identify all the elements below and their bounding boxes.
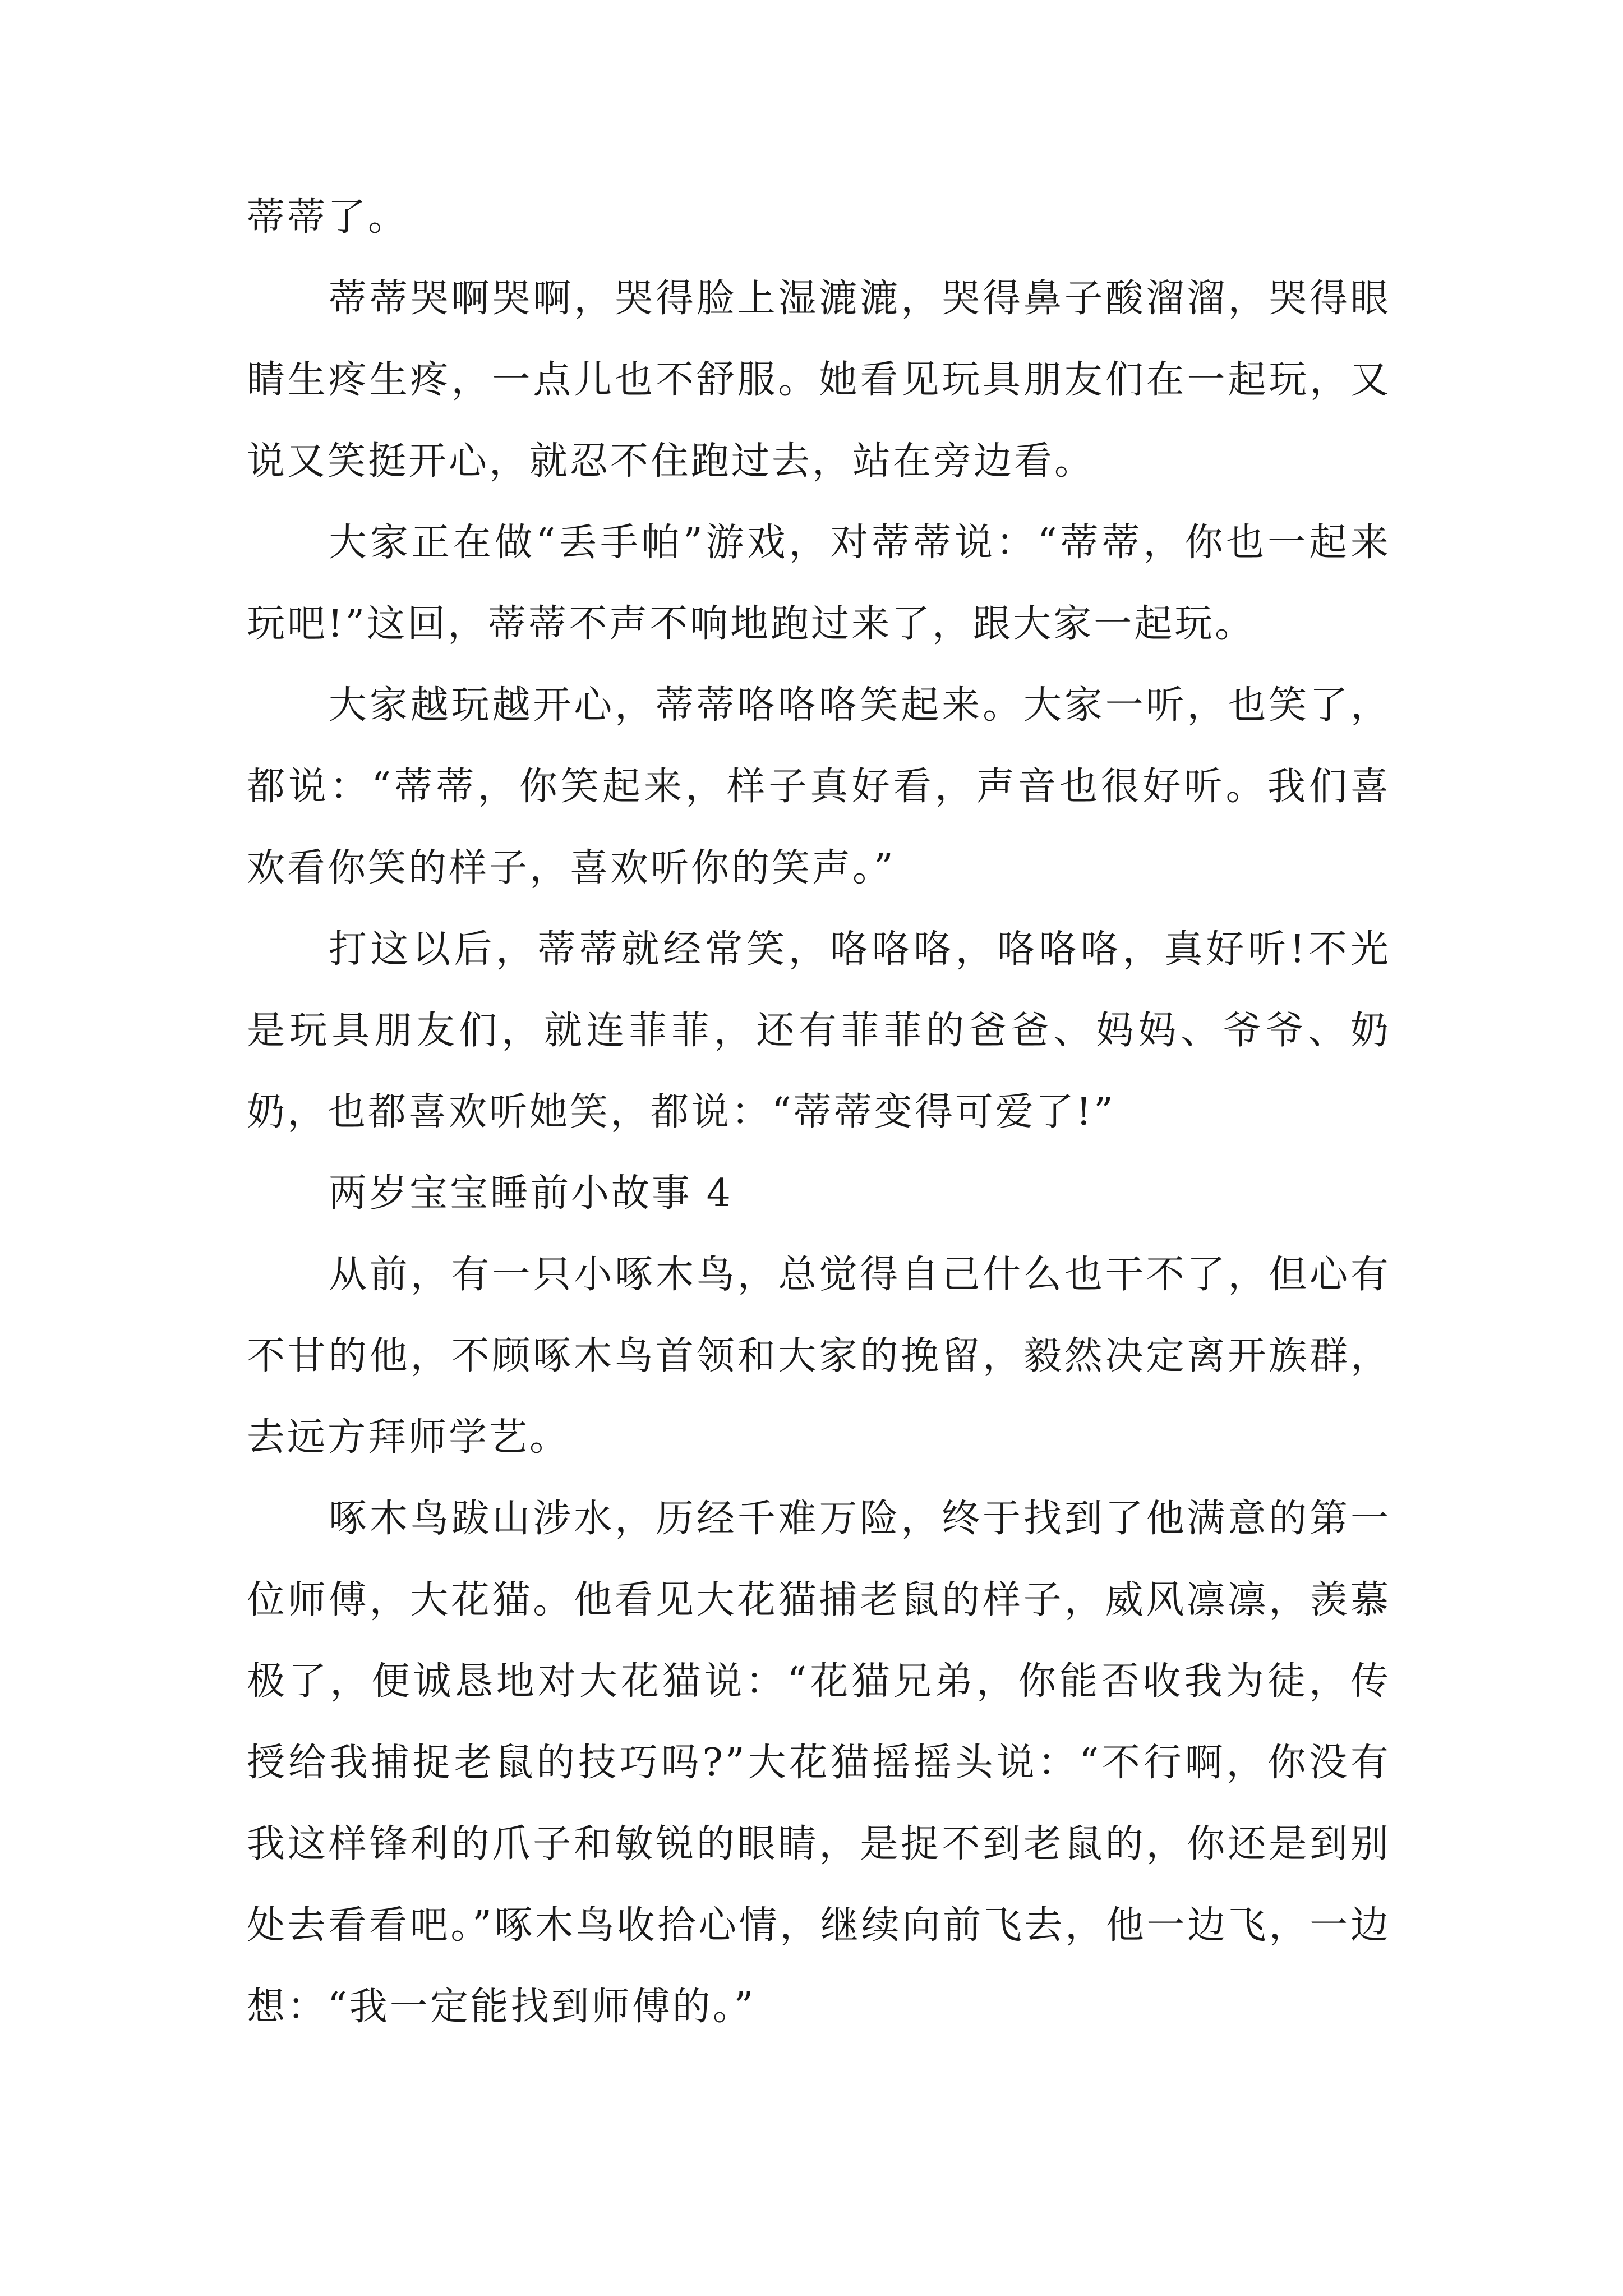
section-heading: 两岁宝宝睡前小故事 4 xyxy=(329,1171,733,1216)
paragraph-4: 大家越玩越开心，蒂蒂咯咯咯笑起来。大家一听，也笑了，都说：“蒂蒂，你笑起来，样子真好看，声音也很好听。我们喜欢看你笑的样子，喜欢听你的笑声。” xyxy=(247,683,1391,890)
paragraph-6: 从前，有一只小啄木鸟，总觉得自己什么也干不了，但心有不甘的他，不顾啄木鸟首领和大家的挽留，毅然决定离开族群，去远方拜师学艺。 xyxy=(247,1253,1391,1460)
paragraph-3: 大家正在做“丢手帕”游戏，对蒂蒂说：“蒂蒂，你也一起来玩吧!”这回，蒂蒂不声不响地跑过来了，跟大家一起玩。 xyxy=(247,521,1391,646)
paragraph-5: 打这以后，蒂蒂就经常笑，咯咯咯，咯咯咯，真好听!不光是玩具朋友们，就连菲菲，还有菲菲的爸爸、妈妈、爷爷、奶奶，也都喜欢听她笑，都说：“蒂蒂变得可爱了!” xyxy=(247,927,1391,1134)
paragraph-2: 蒂蒂哭啊哭啊，哭得脸上湿漉漉，哭得鼻子酸溜溜，哭得眼睛生疼生疼，一点儿也不舒服。她看见玩具朋友们在一起玩，又说又笑挺开心，就忍不住跑过去，站在旁边看。 xyxy=(247,277,1391,484)
document-body xyxy=(247,177,1391,2047)
paragraph-7: 啄木鸟跋山涉水，历经千难万险，终于找到了他满意的第一位师傅，大花猫。他看见大花猫捕老鼠的样子，威风凛凛，羡慕极了，便诚恳地对大花猫说：“花猫兄弟，你能否收我为徒，传授给我捕捉老鼠的技巧吗?”大花猫摇摇头说：“不行啊，你没有我这样锋利的爪子和敏锐的眼睛，是捉不到老鼠的，你还是到别处去看看吧。”啄木鸟收拾心情，继续向前飞去，他一边飞，一边想：“我一定能找到师傅的。” xyxy=(247,1497,1391,2029)
paragraph-1: 蒂蒂了。 xyxy=(247,195,409,240)
